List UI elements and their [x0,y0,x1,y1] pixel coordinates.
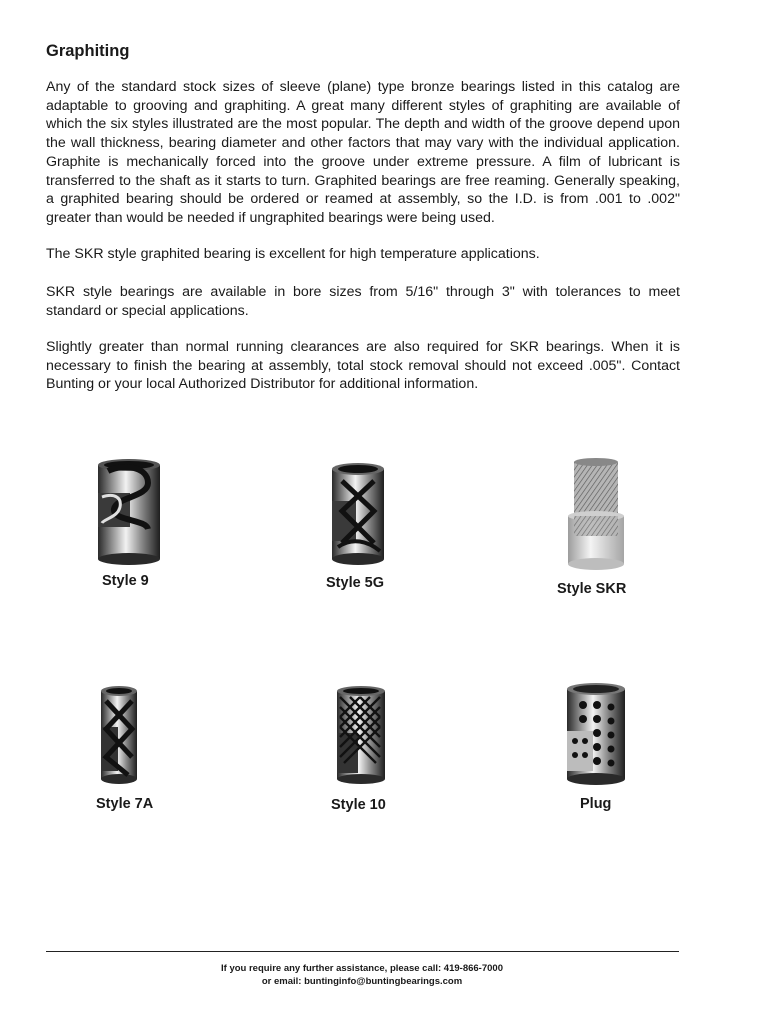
style-5g-bearing-image [328,461,388,567]
footer-divider [46,951,679,952]
page-heading: Graphiting [46,42,130,60]
skr-sizes-paragraph: SKR style bearings are available in bore sizes from 5/16" through 3" with tolerances to meet standard or special applications. [46,284,680,319]
style-9-bearing-image [94,457,164,567]
intro-paragraph: Any of the standard stock sizes of sleeve (plane) type bronze bearings listed in this catalog are adaptable to grooving and graphiting. A great many different styles of graphiting are available of which the six styles illustrated are the most popular. The depth and width of the groove depend upon the wall thickness, bearing diameter and other factors that may vary with the individual application. Graphite is mechanically forced into the groove under extreme pressure. A film of lubricant is transferred to the shaft as it starts to turn. Graphited bearings are free reaming. Generally speaking, a graphited bearing should be ordered or reamed at assembly, so the I.D. is from .001 to .002" greater than would be needed if ungraphited bearings were being used. [46,79,680,226]
footer-email-line: or email: buntinginfo@buntingbearings.com [261,976,463,987]
style-5g-label: Style 5G [326,575,385,591]
style-10-bearing-image [334,683,388,787]
style-skr-label: Style SKR [557,581,627,597]
style-10-label: Style 10 [331,797,386,813]
plug-label: Plug [580,796,612,812]
style-skr-bearing-image [564,456,628,576]
style-7a-bearing-image [98,683,140,787]
skr-temperature-paragraph: The SKR style graphited bearing is excellent for high temperature applications. [46,246,540,262]
style-7a-label: Style 7A [96,796,154,812]
footer-phone-line: If you require any further assistance, please call: 419-866-7000 [221,963,503,974]
clearance-paragraph: Slightly greater than normal running clearances are also required for SKR bearings. When it is necessary to finish the bearing at assembly, total stock removal should not exceed .005". Contact Bunting or your local Authorized Distributor for additional information. [46,339,680,393]
plug-bearing-image [563,681,629,787]
style-9-label: Style 9 [102,573,149,589]
